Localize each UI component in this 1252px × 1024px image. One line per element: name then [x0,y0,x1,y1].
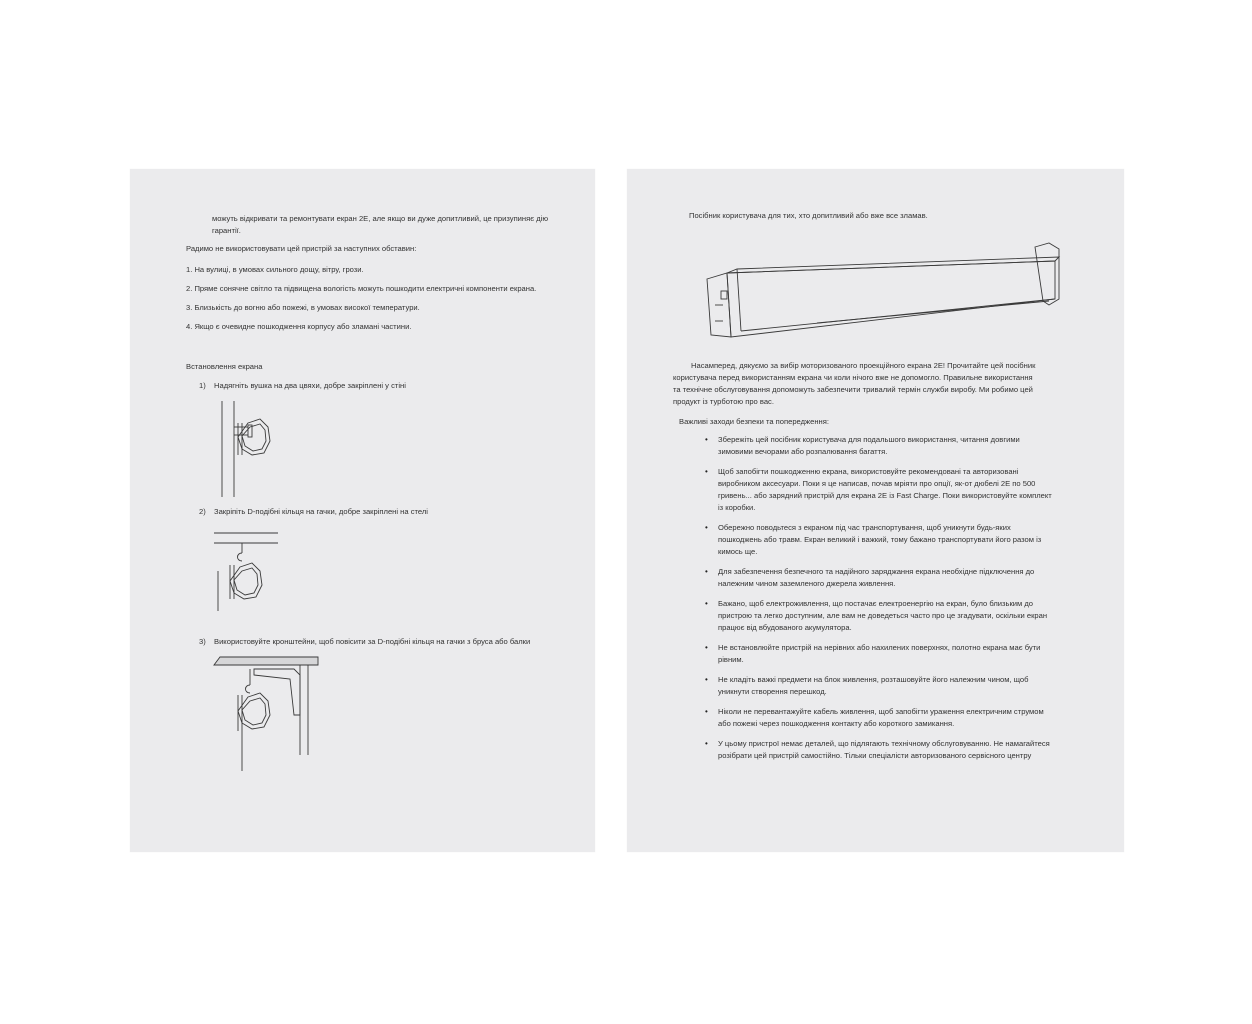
safety-heading: Важливі заходи безпеки та попередження: [679,417,829,426]
bullet-marker: • [705,707,708,716]
step-1-text: Надягніть вушка на два цвяхи, добре закріплені у стіні [214,381,406,390]
intro-line-1: Насамперед, дякуємо за вибір моторизованого проекційного екрана 2Е! Прочитайте цей посібник [691,361,1036,370]
intro-line-2: користувача перед використанням екрана чи коли нічого вже не допомогло. Правильне використання [673,373,1033,382]
bullet-4-line-2: належним чином заземленого джерела живлення. [718,579,896,588]
step-1-number: 1) [199,381,206,390]
condition-3: 3. Близькість до вогню або пожежі, в умовах високої температури. [186,303,420,312]
bullet-9-line-2: розібрати цей пристрій самостійно. Тільки спеціалісти авторизованого сервісного центру [718,751,1032,760]
bullet-marker: • [705,435,708,444]
bullet-8-line-1: Ніколи не перевантажуйте кабель живлення, щоб запобігти ураження електричним струмом [718,707,1044,716]
guide-top-line: Посібник користувача для тих, хто допитливий або вже все зламав. [689,211,928,220]
bullet-1-line-1: Збережіть цей посібник користувача для подальшого використання, читання довгими [718,435,1020,444]
advice-intro: Радимо не використовувати цей пристрій за наступних обставин: [186,244,417,253]
bullet-9-line-1: У цьому пристрої немає деталей, що підлягають технічному обслуговуванню. Не намагайтеся [718,739,1050,748]
bullet-2-line-4: із коробки. [718,503,756,512]
bullet-6-line-2: рівним. [718,655,744,664]
wall-mount-illustration [218,401,298,501]
bullet-5-line-2: пристрою та легко доступним, але вам не доведеться часто про це згадувати, оскільки екран [718,611,1048,620]
condition-1: 1. На вулиці, в умовах сильного дощу, вітру, грози. [186,265,364,274]
bullet-marker: • [705,643,708,652]
bullet-3-line-2: пошкоджень або травм. Екран великий і важкий, тому бажано транспортувати його разом із [718,535,1042,544]
install-heading: Встановлення екрана [186,362,263,371]
bullet-2-line-2: виробником аксесуари. Поки я це написав, почав мріяти про опції, як-от дюбелі 2Е по 500 [718,479,1036,488]
intro-line-3: та технічне обслуговування допоможуть забезпечити тривалий термін служби виробу. Ми робимо цей [673,385,1033,394]
bullet-1-line-2: зимовими вечорами або розпалювання багаття. [718,447,888,456]
bullet-marker: • [705,523,708,532]
bullet-8-line-2: або пожежі через пошкодження контакту або короткого замикання. [718,719,955,728]
step-3-text: Використовуйте кронштейни, щоб повісити за D-подібні кільця на гачки з бруса або балки [214,637,531,646]
bullet-3-line-1: Обережно поводьтеся з екраном під час транспортування, щоб уникнути будь-яких [718,523,1011,532]
condition-4: 4. Якщо є очевидне пошкодження корпусу або зламані частини. [186,322,412,331]
step-2-text: Закріпіть D-подібні кільця на гачки, добре закріплені на стелі [214,507,428,516]
intro-line-4: продукт із турботою про вас. [673,397,774,406]
step-3-number: 3) [199,637,206,646]
bullet-marker: • [705,739,708,748]
bullet-5-line-1: Бажано, щоб електроживлення, що постачає електроенергію на екран, було близьким до [718,599,1034,608]
bracket-mount-illustration [214,655,324,775]
bullet-5-line-3: працює від вбудованого акумулятора. [718,623,852,632]
projector-screen-illustration [697,239,1067,339]
bullet-3-line-3: кимось ще. [718,547,758,556]
bullet-2-line-1: Щоб запобігти пошкодженню екрана, використовуйте рекомендовані та авторизовані [718,467,1019,476]
warranty-line-1: можуть відкривати та ремонтувати екран 2Е, але якщо ви дуже допитливий, це призупиняє дію [212,214,549,223]
bullet-4-line-1: Для забезпечення безпечного та надійного заряджання екрана необхідне підключення до [718,567,1035,576]
bullet-marker: • [705,567,708,576]
condition-2: 2. Пряме сонячне світло та підвищена вологість можуть пошкодити електричні компоненти екрана. [186,284,537,293]
step-2-number: 2) [199,507,206,516]
document-page-left [130,169,595,852]
ceiling-mount-illustration [214,531,294,611]
bullet-marker: • [705,467,708,476]
warranty-line-2: гарантії. [212,226,241,235]
bullet-6-line-1: Не встановлюйте пристрій на нерівних або нахилених поверхнях, полотно екрана має бути [718,643,1041,652]
bullet-marker: • [705,675,708,684]
bullet-2-line-3: гривень... або зарядний пристрій для екрана 2Е із Fast Charge. Поки використовуйте комплект [718,491,1052,500]
document-page-right [627,169,1124,852]
bullet-7-line-2: уникнути створення перешкод. [718,687,827,696]
bullet-marker: • [705,599,708,608]
bullet-7-line-1: Не кладіть важкі предмети на блок живлення, розташовуйте його належним чином, щоб [718,675,1029,684]
